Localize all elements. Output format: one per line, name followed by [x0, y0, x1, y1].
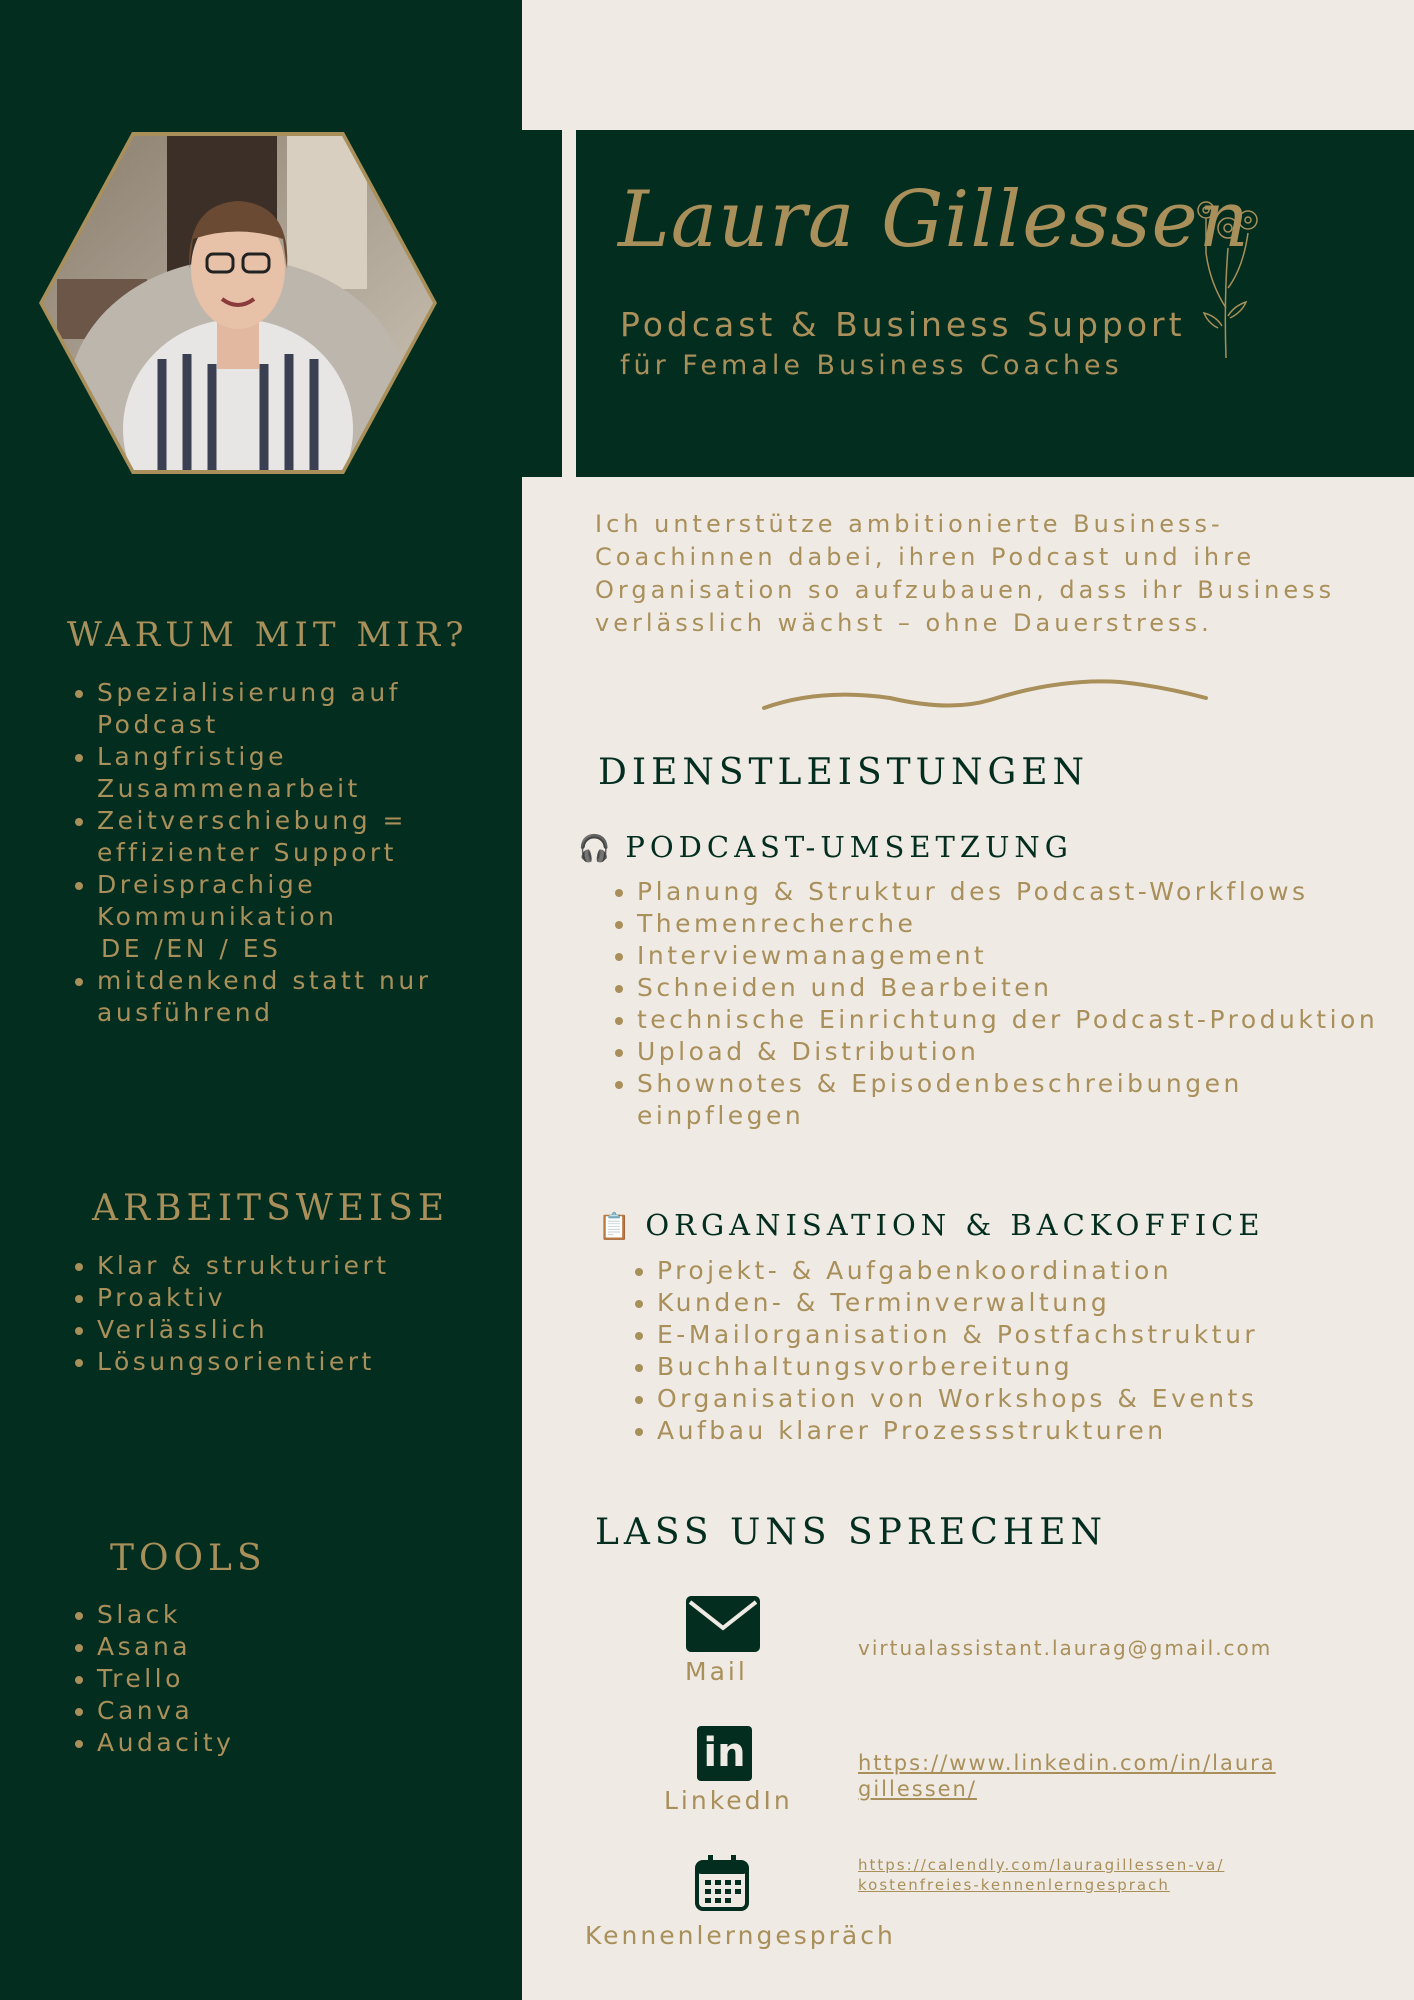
- list-item: • Spezialisierung auf Podcast: [97, 677, 477, 741]
- work-list: [70, 1250, 477, 1378]
- list-item: • Shownotes & Episodenbeschreibungen einpflegen: [637, 1068, 1277, 1132]
- job-title: Podcast & Business Support: [620, 305, 1186, 344]
- list-item: • Lösungsorientiert: [97, 1346, 477, 1378]
- list-item: • Aufbau klarer Prozessstrukturen: [657, 1415, 1414, 1447]
- divider-strip: [562, 0, 576, 2000]
- person-name: Laura Gillessen: [618, 175, 1250, 265]
- list-item: • Kunden- & Terminverwaltung: [657, 1287, 1414, 1319]
- list-item: • Projekt- & Aufgabenkoordination: [657, 1255, 1414, 1287]
- headphones-icon: 🎧: [578, 834, 616, 864]
- tools-heading: TOOLS: [110, 1538, 267, 1579]
- calendar-link[interactable]: https://calendly.com/lauragillessen-va/kostenfreies-kennenlerngesprach: [858, 1856, 1225, 1894]
- list-item: • Schneiden und Bearbeiten: [637, 972, 1414, 1004]
- tools-list: [70, 1599, 477, 1759]
- mail-icon[interactable]: [686, 1596, 760, 1652]
- list-item: • Upload & Distribution: [637, 1036, 1414, 1068]
- podcast-list: [610, 876, 1414, 1132]
- list-item: • mitdenkend statt nur ausführend: [97, 965, 477, 1029]
- list-item: • Planung & Struktur des Podcast-Workflows: [637, 876, 1414, 908]
- list-item: • Zeitverschiebung = effizienter Support: [97, 805, 477, 869]
- clipboard-icon: 📋: [598, 1212, 636, 1242]
- linkedin-link[interactable]: https://www.linkedin.com/in/laura gillessen/: [858, 1751, 1276, 1801]
- why-heading: WARUM MIT MIR?: [67, 615, 469, 655]
- list-item: • Langfristige Zusammenarbeit: [97, 741, 477, 805]
- intro-text: Ich unterstütze ambitionierte Business-Coachinnen dabei, ihren Podcast und ihre Organisation so aufzubauen, dass ihr Business verlässlich wächst – ohne Dauerstress.: [595, 510, 1336, 637]
- contact-heading: LASS UNS SPRECHEN: [595, 1512, 1107, 1553]
- list-item: • Organisation von Workshops & Events: [657, 1383, 1414, 1415]
- list-item: • Trello: [97, 1663, 477, 1695]
- podcast-heading: 🎧 PODCAST-UMSETZUNG: [578, 830, 1073, 864]
- job-subtitle: für Female Business Coaches: [620, 350, 1123, 381]
- list-item: • Themenrecherche: [637, 908, 1414, 940]
- mail-address[interactable]: virtualassistant.laurag@gmail.com: [858, 1636, 1273, 1660]
- list-item: • Verlässlich: [97, 1314, 477, 1346]
- linkedin-label: LinkedIn: [664, 1786, 793, 1815]
- list-item: • Klar & strukturiert: [97, 1250, 477, 1282]
- office-list: [630, 1255, 1414, 1447]
- list-item: • Canva: [97, 1695, 477, 1727]
- work-heading: ARBEITSWEISE: [92, 1188, 450, 1229]
- list-item: • technische Einrichtung der Podcast-Produktion: [637, 1004, 1414, 1036]
- list-item: • Interviewmanagement: [637, 940, 1414, 972]
- linkedin-icon[interactable]: in: [697, 1726, 752, 1781]
- languages-text: DE /EN / ES: [101, 934, 282, 963]
- services-heading: DIENSTLEISTUNGEN: [598, 752, 1089, 793]
- decorative-swash: [760, 670, 1210, 720]
- mail-label: Mail: [685, 1657, 748, 1686]
- office-heading: 📋 ORGANISATION & BACKOFFICE: [598, 1208, 1265, 1242]
- calendar-label: Kennenlerngespräch: [585, 1921, 896, 1950]
- list-item: • Slack: [97, 1599, 477, 1631]
- flower-icon: [1188, 188, 1268, 358]
- list-item: • Asana: [97, 1631, 477, 1663]
- list-item: • Proaktiv: [97, 1282, 477, 1314]
- list-item: • Dreisprachige Kommunikation DE /EN / ES: [97, 869, 477, 965]
- profile-photo: [37, 129, 439, 477]
- calendar-icon[interactable]: [695, 1855, 749, 1911]
- list-item: • Buchhaltungsvorbereitung: [657, 1351, 1414, 1383]
- list-item: • E-Mailorganisation & Postfachstruktur: [657, 1319, 1414, 1351]
- why-list: [70, 677, 477, 1029]
- list-item: • Audacity: [97, 1727, 477, 1759]
